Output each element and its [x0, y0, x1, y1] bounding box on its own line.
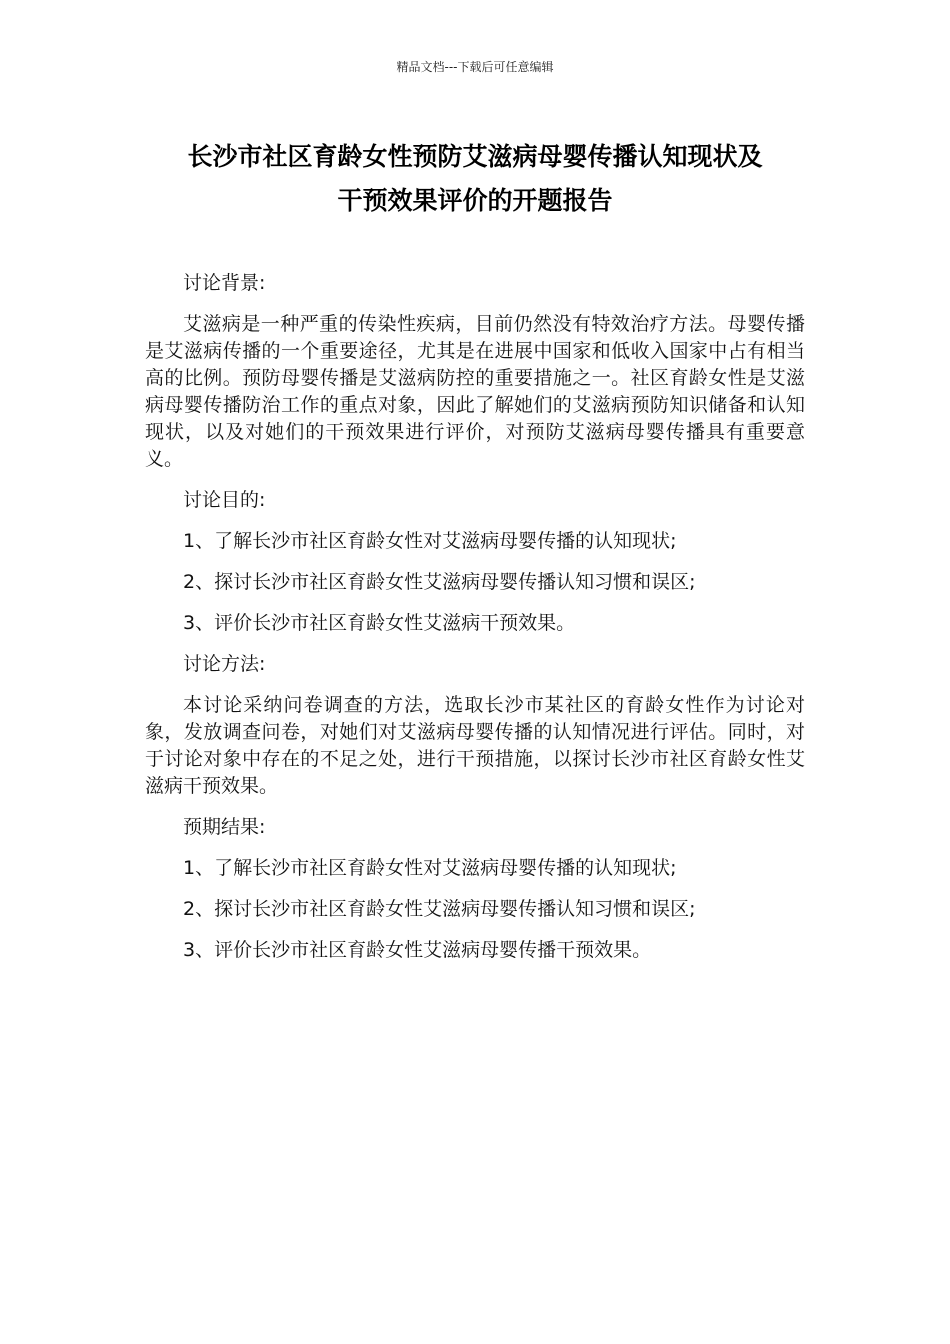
title-line-1: 长沙市社区育龄女性预防艾滋病母婴传播认知现状及 [187, 142, 763, 171]
section-heading-method: 讨论方法: [183, 653, 266, 675]
section-body-method: 本讨论采纳问卷调查的方法，选取长沙市某社区的育龄女性作为讨论对象，发放调查问卷，对她们对艾滋病母婴传播的认知情况进行评估。同时，对于讨论对象中存在的不足之处，进行干预措施，以探讨长沙市社区育龄女性艾滋病干预效果。 [145, 694, 805, 797]
section-body-background: 艾滋病是一种严重的传染性疾病，目前仍然没有特效治疗方法。母婴传播是艾滋病传播的一个重要途径，尤其是在进展中国家和低收入国家中占有相当高的比例。预防母婴传播是艾滋病防控的重要措施之一。社区育龄女性是艾滋病母婴传播防治工作的重点对象，因此了解她们的艾滋病预防知识储备和认知现状，以及对她们的干预效果进行评价，对预防艾滋病母婴传播具有重要意义。 [145, 313, 805, 470]
list-item: 3、评价长沙市社区育龄女性艾滋病母婴传播干预效果。 [183, 939, 652, 961]
document-body [145, 270, 805, 978]
section-heading-results: 预期结果: [183, 816, 266, 838]
section-heading-purpose: 讨论目的: [183, 489, 266, 511]
document-title [120, 135, 830, 223]
list-item: 2、探讨长沙市社区育龄女性艾滋病母婴传播认知习惯和误区; [183, 571, 696, 593]
page-header: 精品文档---下载后可任意编辑 [396, 60, 554, 74]
section-heading-background: 讨论背景: [183, 272, 266, 294]
list-item: 1、了解长沙市社区育龄女性对艾滋病母婴传播的认知现状; [183, 530, 677, 552]
title-line-2: 干预效果评价的开题报告 [337, 186, 613, 215]
list-item: 3、评价长沙市社区育龄女性艾滋病干预效果。 [183, 612, 576, 634]
list-item: 1、了解长沙市社区育龄女性对艾滋病母婴传播的认知现状; [183, 857, 677, 879]
list-item: 2、探讨长沙市社区育龄女性艾滋病母婴传播认知习惯和误区; [183, 898, 696, 920]
